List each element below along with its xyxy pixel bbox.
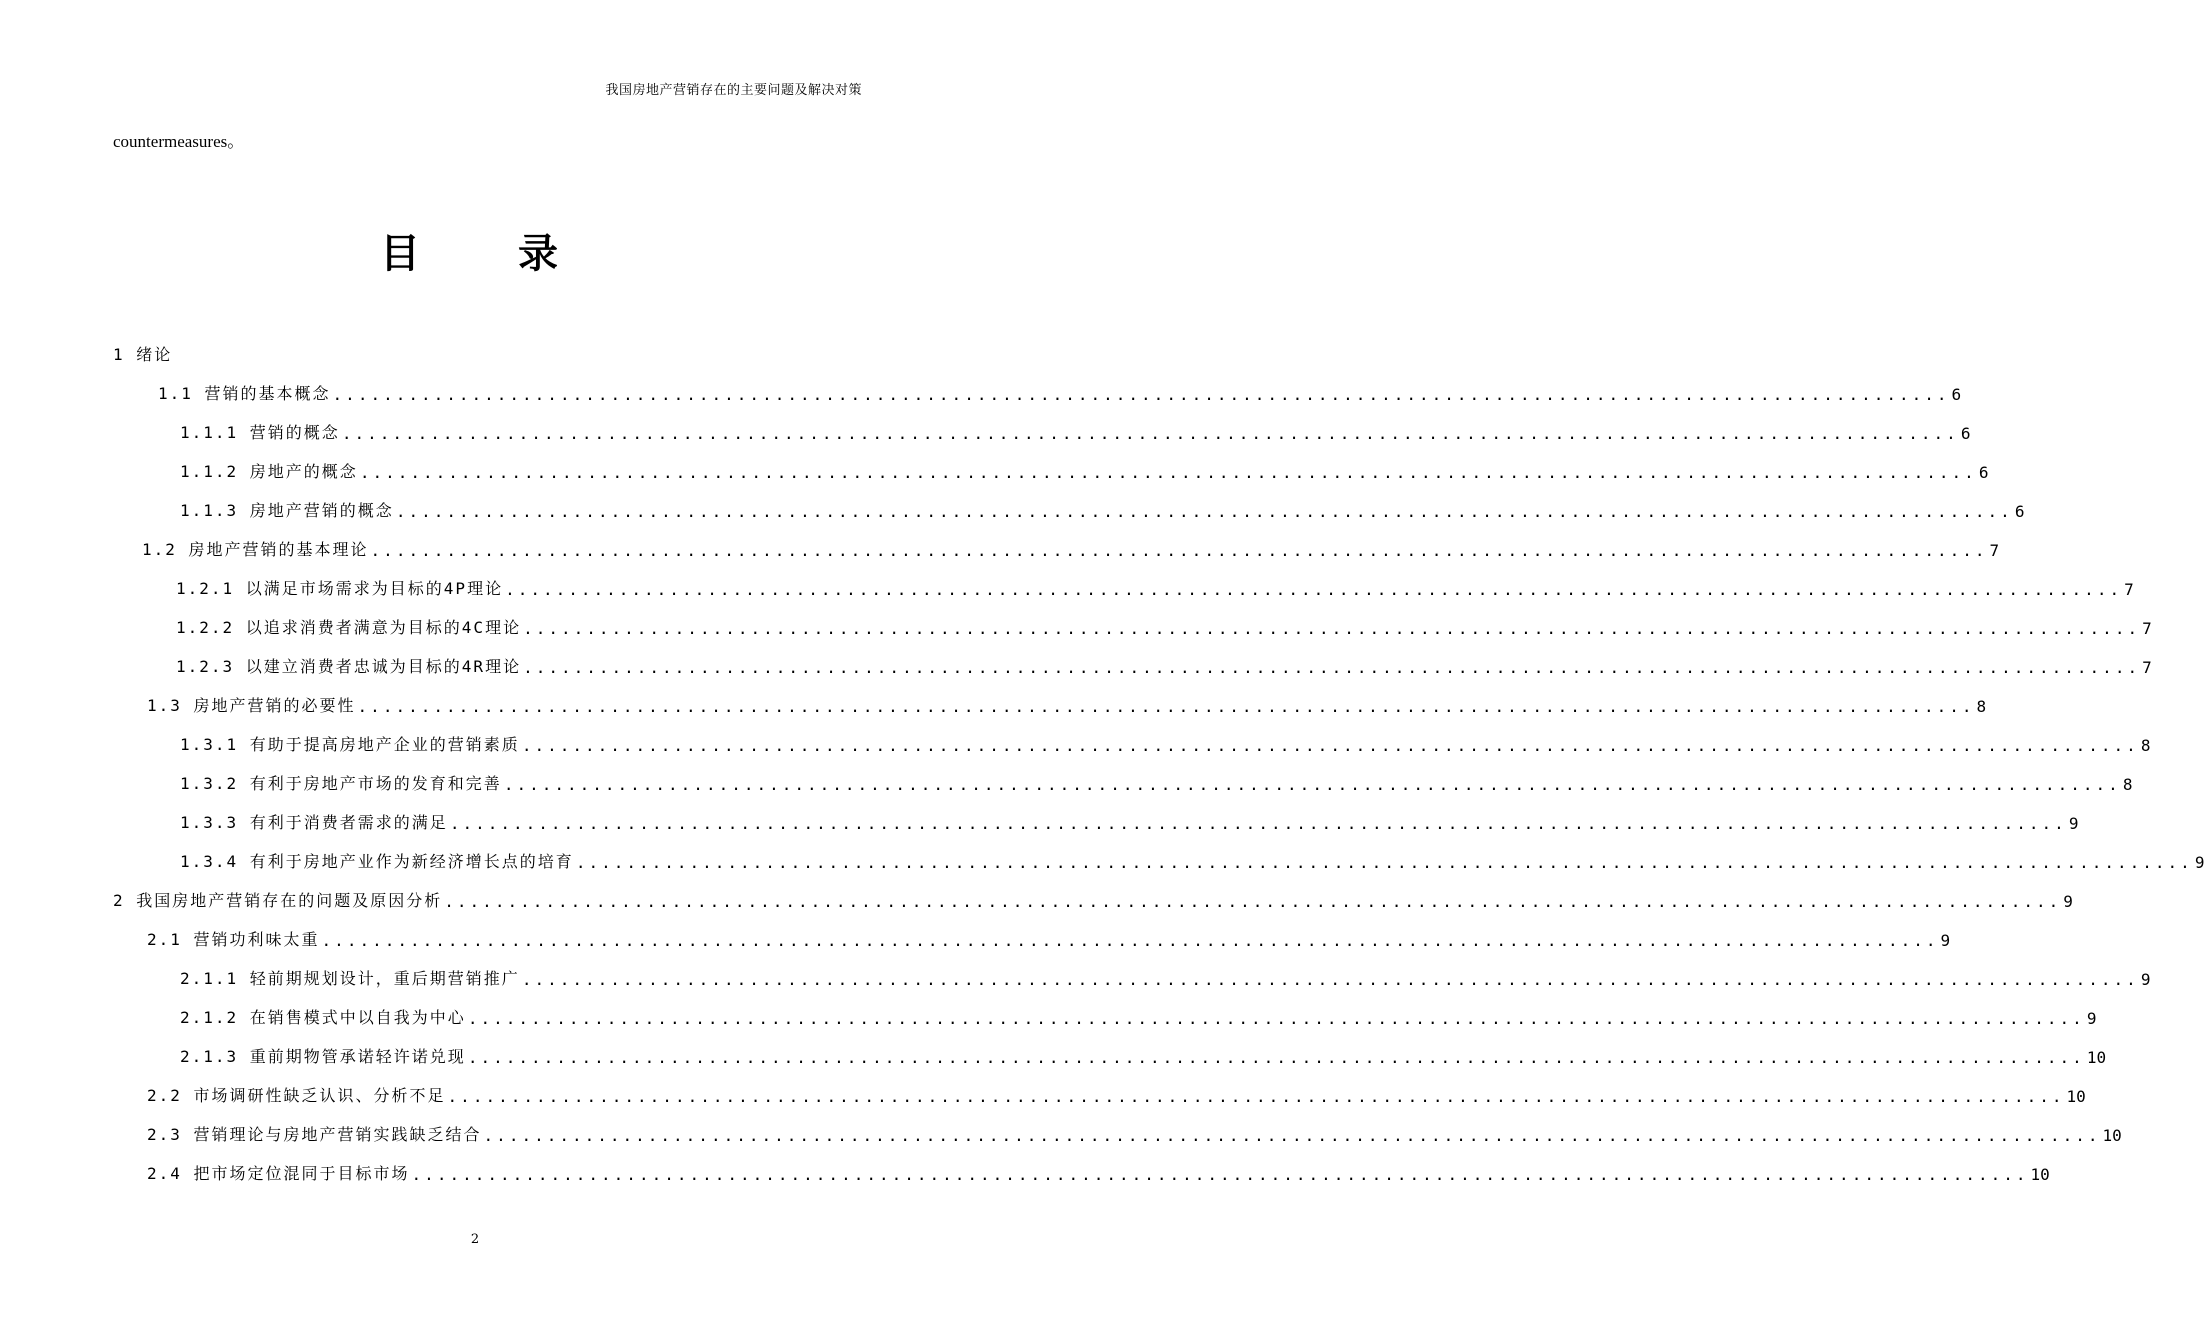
toc-entry[interactable] bbox=[142, 532, 2000, 560]
toc-entry[interactable] bbox=[180, 415, 1971, 443]
toc-entry-page: 6 bbox=[2014, 502, 2025, 521]
toc-entry-label: 1.2.3 以建立消费者忠诚为目标的4R理论 bbox=[176, 657, 522, 676]
toc-entry-label: 1.3.1 有助于提高房地产企业的营销素质 bbox=[180, 735, 520, 754]
toc-leader-dots: ................................................................................................................................ bbox=[449, 814, 2067, 833]
toc-entry-page: 8 bbox=[2140, 736, 2151, 755]
toc-entry[interactable] bbox=[113, 337, 858, 365]
toc-entry-page: 8 bbox=[1976, 697, 1987, 716]
toc-title: 目 录 bbox=[380, 231, 600, 277]
toc-entry[interactable] bbox=[180, 805, 2079, 833]
toc-entry[interactable] bbox=[180, 844, 2204, 872]
toc-entry-label: 1.3.4 有利于房地产业作为新经济增长点的培育 bbox=[180, 852, 574, 871]
running-header: 我国房地产营销存在的主要问题及解决对策 bbox=[605, 83, 862, 98]
toc-entry-label: 1 绪论 bbox=[113, 345, 173, 364]
toc-entry-label: 1.2.1 以满足市场需求为目标的4P理论 bbox=[176, 579, 504, 598]
toc-leader-dots: ................................................................................................................................ bbox=[341, 424, 1959, 443]
toc-leader-dots: ................................................................................................................................ bbox=[321, 931, 1939, 950]
toc-leader-dots: ................................................................................................................................ bbox=[503, 775, 2121, 794]
toc-leader-dots: ................................................................................................................................ bbox=[359, 463, 1977, 482]
toc-entry-label: 2.1.1 轻前期规划设计，重后期营销推广 bbox=[180, 969, 520, 988]
toc-entry-page: 9 bbox=[2063, 892, 2073, 911]
toc-leader-dots: ................................................................................................................................ bbox=[444, 892, 2062, 911]
toc-leader-dots: ................................................................................................................................ bbox=[575, 853, 2193, 872]
toc-entry-label: 2.3 营销理论与房地产营销实践缺乏结合 bbox=[147, 1125, 482, 1144]
header-rule bbox=[113, 101, 862, 102]
toc-entry-page: 10 bbox=[2030, 1165, 2050, 1184]
toc-entry-page: 9 bbox=[2140, 970, 2151, 989]
toc-leader-dots: ................................................................................................................................ bbox=[370, 541, 1988, 560]
toc-entry-page: 10 bbox=[2102, 1126, 2122, 1145]
toc-entry[interactable] bbox=[180, 1039, 2107, 1067]
toc-entry-label: 1.1.1 营销的概念 bbox=[180, 423, 340, 442]
page-number: 2 bbox=[470, 1232, 480, 1247]
continuation-text: countermeasures。 bbox=[113, 132, 245, 151]
toc-leader-dots: ................................................................................................................................ bbox=[523, 658, 2141, 677]
toc-entry-page: 9 bbox=[2086, 1009, 2097, 1028]
toc-entry[interactable] bbox=[176, 610, 2152, 638]
toc-entry[interactable] bbox=[180, 961, 2151, 989]
toc-leader-dots: ................................................................................................................................ bbox=[332, 385, 1950, 404]
toc-leader-dots: ................................................................................................................................ bbox=[523, 619, 2141, 638]
toc-entry-label: 1.3.2 有利于房地产市场的发育和完善 bbox=[180, 774, 502, 793]
toc-leader-dots: ................................................................................................................................ bbox=[447, 1087, 2065, 1106]
toc-entry-page: 6 bbox=[1951, 385, 1962, 404]
toc-leader-dots: ................................................................................................................................ bbox=[411, 1165, 2029, 1184]
toc-entry[interactable] bbox=[180, 454, 1989, 482]
toc-entry-page: 7 bbox=[2142, 658, 2152, 677]
toc-entry-label: 1.3 房地产营销的必要性 bbox=[147, 696, 356, 715]
toc-entry[interactable] bbox=[180, 1000, 2097, 1028]
toc-leader-dots: ................................................................................................................................ bbox=[521, 736, 2139, 755]
toc-entry-page: 8 bbox=[2122, 775, 2133, 794]
toc-entry[interactable] bbox=[180, 727, 2151, 755]
toc-entry-label: 1.1.2 房地产的概念 bbox=[180, 462, 358, 481]
toc-entry-label: 2.4 把市场定位混同于目标市场 bbox=[147, 1164, 410, 1183]
toc-leader-dots: ................................................................................................................................ bbox=[505, 580, 2123, 599]
toc-entry-page: 10 bbox=[2086, 1048, 2107, 1067]
toc-entry-label: 1.2 房地产营销的基本理论 bbox=[142, 540, 369, 559]
toc-entry-page: 10 bbox=[2066, 1087, 2086, 1106]
toc-entry-label: 2.1.3 重前期物管承诺轻许诺兑现 bbox=[180, 1047, 466, 1066]
toc-entry[interactable] bbox=[147, 1117, 2122, 1145]
toc-entry-label: 1.2.2 以追求消费者满意为目标的4C理论 bbox=[176, 618, 522, 637]
toc-entry-page: 7 bbox=[2142, 619, 2152, 638]
toc-entry[interactable] bbox=[147, 922, 1951, 950]
toc-entry-page: 9 bbox=[2068, 814, 2079, 833]
toc-entry[interactable] bbox=[147, 1156, 2050, 1184]
toc-leader-dots: ................................................................................................................................ bbox=[395, 502, 2013, 521]
toc-leader-dots: ................................................................................................................................ bbox=[521, 970, 2139, 989]
toc-entry-page: 6 bbox=[1978, 463, 1989, 482]
toc-leader-dots: ................................................................................................................................ bbox=[357, 697, 1975, 716]
toc-entry-label: 2 我国房地产营销存在的问题及原因分析 bbox=[113, 891, 443, 910]
toc-entry-label: 2.1 营销功利味太重 bbox=[147, 930, 320, 949]
toc-entry-label: 1.1.3 房地产营销的概念 bbox=[180, 501, 394, 520]
toc-entry[interactable] bbox=[147, 688, 1987, 716]
toc-entry-label: 1.3.3 有利于消费者需求的满足 bbox=[180, 813, 448, 832]
toc-entry-page: 7 bbox=[1989, 541, 2000, 560]
toc-entry[interactable] bbox=[113, 883, 2073, 911]
toc-entry-page: 9 bbox=[1940, 931, 1951, 950]
toc-entry[interactable] bbox=[176, 649, 2152, 677]
toc-entry[interactable] bbox=[180, 766, 2133, 794]
toc-entry[interactable] bbox=[158, 376, 1962, 404]
toc-entry-page: 6 bbox=[1960, 424, 1971, 443]
toc-entry-page: 9 bbox=[2194, 853, 2204, 872]
toc-entry-label: 1.1 营销的基本概念 bbox=[158, 384, 331, 403]
toc-entry[interactable] bbox=[176, 571, 2134, 599]
toc-leader-dots: ................................................................................................................................ bbox=[467, 1009, 2085, 1028]
toc-entry-label: 2.1.2 在销售模式中以自我为中心 bbox=[180, 1008, 466, 1027]
toc-entry-label: 2.2 市场调研性缺乏认识、分析不足 bbox=[147, 1086, 446, 1105]
toc-leader-dots: ................................................................................................................................ bbox=[467, 1048, 2085, 1067]
toc-entry[interactable] bbox=[180, 493, 2025, 521]
toc-entry-page: 7 bbox=[2124, 580, 2134, 599]
toc-leader-dots: ................................................................................................................................ bbox=[483, 1126, 2101, 1145]
toc-entry[interactable] bbox=[147, 1078, 2086, 1106]
